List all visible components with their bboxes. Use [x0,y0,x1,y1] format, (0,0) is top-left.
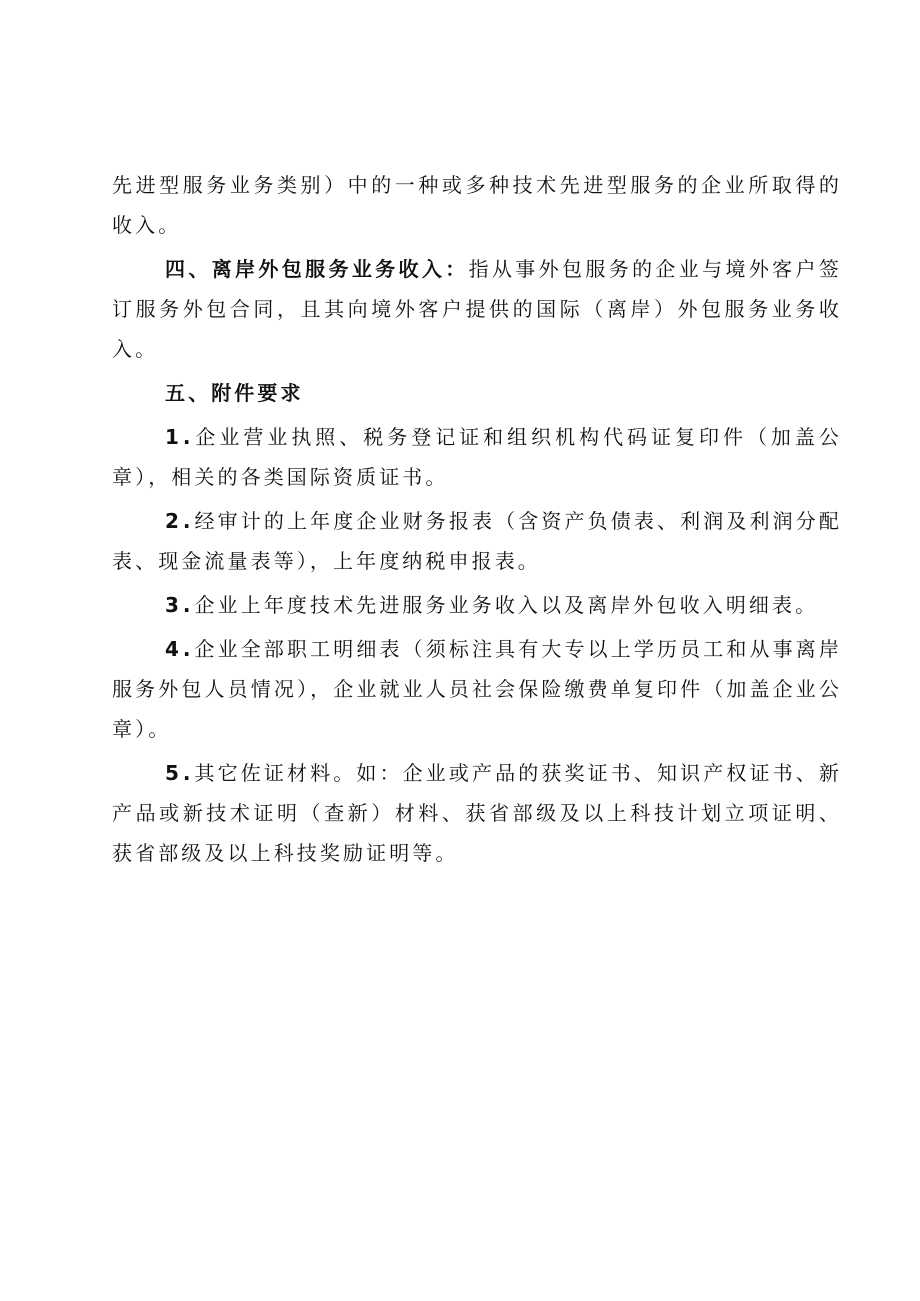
item-number: 1. [165,425,195,449]
item-number: 3. [165,593,195,617]
item-number: 4. [165,637,195,661]
item-text: 企业上年度技术先进服务业务收入以及离岸外包收入明细表。 [194,593,819,617]
attachment-item-5 [112,753,842,873]
section-5-heading: 五、附件要求 [165,381,304,405]
attachment-item-3 [112,585,842,625]
section-4-paragraph [112,249,842,369]
attachment-item-4 [112,629,842,749]
attachment-item-2 [112,501,842,581]
item-text: 企业营业执照、税务登记证和组织机构代码证复印件（加盖公章），相关的各类国际资质证书。 [112,425,842,489]
continuation-paragraph: 先进型服务业务类别）中的一种或多种技术先进型服务的企业所取得的收入。 [112,173,842,237]
item-number: 5. [165,761,195,785]
section-4-body: 指从事外包服务的企业与境外客户签订服务外包合同，且其向境外客户提供的国际（离岸）外包服务业务收入。 [112,257,842,361]
section-4-heading: 四、离岸外包服务业务收入： [165,257,469,281]
item-text: 经审计的上年度企业财务报表（含资产负债表、利润及利润分配表、现金流量表等），上年度纳税申报表。 [112,509,842,573]
item-number: 2. [165,509,195,533]
attachment-item-1 [112,417,842,497]
item-text: 其它佐证材料。如：企业或产品的获奖证书、知识产权证书、新产品或新技术证明（查新）材料、获省部级及以上科技计划立项证明、获省部级及以上科技奖励证明等。 [112,761,842,865]
document-page [112,165,842,877]
item-text: 企业全部职工明细表（须标注具有大专以上学历员工和从事离岸服务外包人员情况），企业就业人员社会保险缴费单复印件（加盖企业公章）。 [112,637,842,741]
